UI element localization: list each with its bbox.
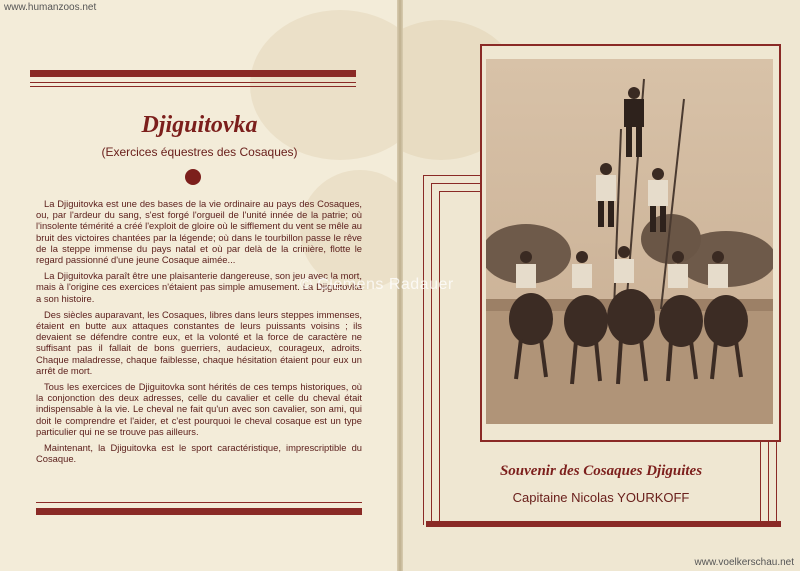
- paragraph: Tous les exercices de Djiguitovka sont hérités de ces temps historiques, où la conjonction des deux adresses, celle du cavalier et celle du cheval était indispensable à la vie. Le cheval ne fait qu'un avec son cavalier, son ami, qui doit le comprendre et l'aider, et c'est pourquoi le cheval cosaque est un type particulier qui ne se trouve pas ailleurs.: [36, 381, 362, 437]
- frame-line: [776, 440, 777, 522]
- bottom-bar-right: [426, 521, 781, 527]
- frame-line: [439, 191, 481, 192]
- top-thin-rule: [30, 82, 356, 83]
- cossack-riders-illustration: [486, 59, 773, 424]
- paragraph: Des siècles auparavant, les Cosaques, libres dans leurs steppes immenses, étaient en butte aux attaques constantes de leurs puissants voisins ; ils devaient se défendre contre eux, et la volonté et la force de caractère ne suffisant pas il fallait de bons guerriers, audacieux, courageux, adroits. Chaque maladresse, chaque faiblesse, chaque hésitation étaient pour eux un arrêt de mort.: [36, 308, 362, 376]
- frame-line: [760, 440, 761, 522]
- watermark-bottom-right: www.voelkerschau.net: [694, 557, 794, 568]
- watermark-center: © Clemens Radauer: [300, 276, 454, 293]
- bottom-thin-rule: [36, 502, 362, 503]
- paragraph: Maintenant, la Djiguitovka est le sport caractéristique, imprescriptible du Cosaque.: [36, 442, 362, 465]
- page-title: Djiguitovka: [141, 112, 258, 138]
- watermark-top-left: www.humanzoos.net: [4, 2, 97, 13]
- top-thick-bar: [30, 70, 356, 77]
- top-thin-rule: [30, 86, 356, 87]
- paragraph: La Djiguitovka est une des bases de la vie ordinaire au pays des Cosaques, ou, par l'ardeur du sang, s'est forgé l'orgueil de l'unité innée de la patrie; où l'insolente témérité a créé l'exploit de gloire où le sifflement du vent se mêle au bruit des victoires chantées par la légende; où dans le tourbillon passe le rêve de la steppe immense du pays natal et où par delà de la crinière, flotte le regard passionné d'une jeune Cosaque aimée...: [36, 198, 362, 266]
- souvenir-caption: Souvenir des Cosaques Djiguites: [499, 463, 703, 479]
- ornament-dot: [185, 169, 201, 185]
- cossack-riders-photo: [486, 59, 773, 424]
- frame-line: [768, 440, 769, 522]
- paragraph: La Djiguitovka paraît être une plaisanterie dangereuse, son jeu avec la mort, mais à l'origine ces exercices n'étaient pas simple amusement. La Djiguitovka a son histoire.: [36, 270, 362, 304]
- body-text: [36, 198, 362, 469]
- frame-line: [431, 183, 481, 184]
- captain-name: Capitaine Nicolas YOURKOFF: [512, 490, 690, 505]
- frame-line: [423, 175, 424, 525]
- frame-line: [423, 175, 481, 176]
- page-subtitle: (Exercices équestres des Cosaques): [101, 145, 298, 159]
- bottom-thick-bar: [36, 508, 362, 515]
